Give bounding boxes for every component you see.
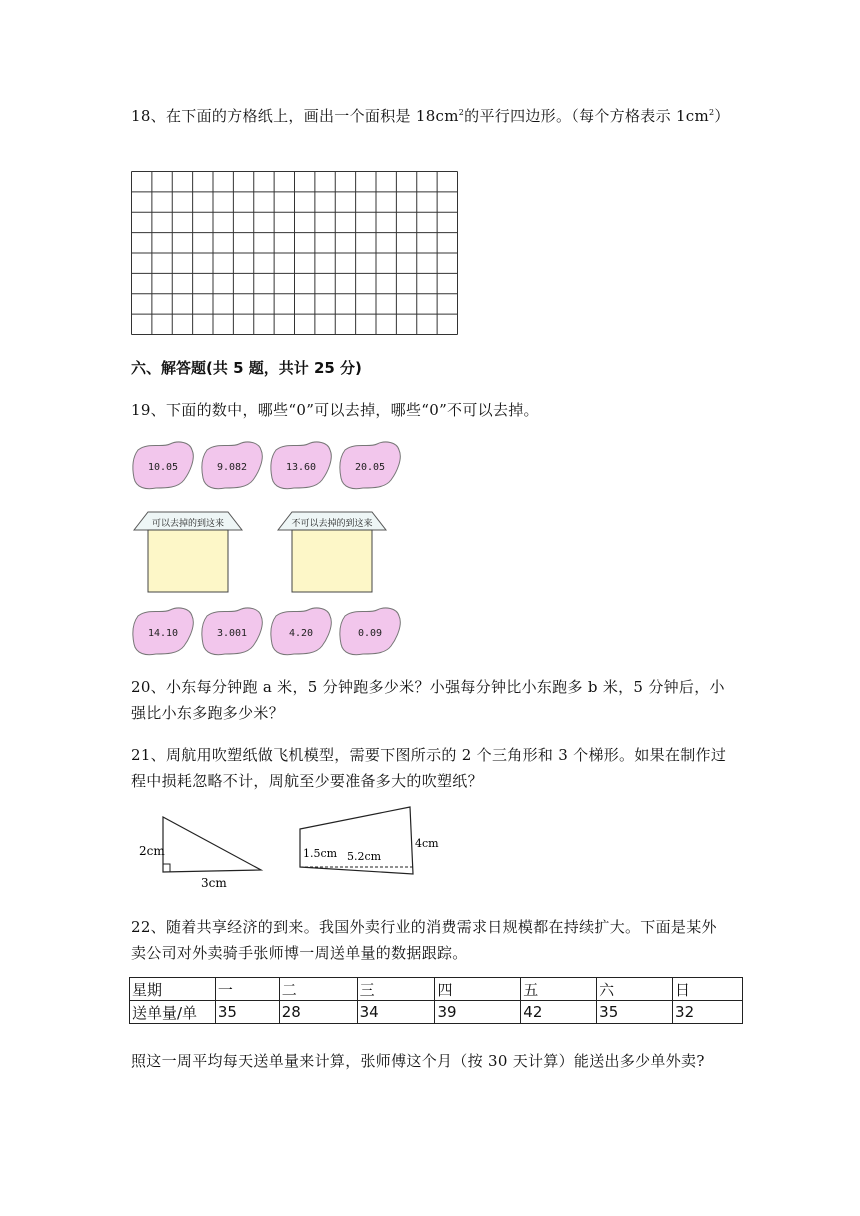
- house-left-label: 可以去掉的到这来: [151, 519, 225, 529]
- number-leaf[interactable]: [340, 442, 400, 489]
- table-cell: 三: [357, 978, 435, 1001]
- trapezoid: [300, 807, 439, 874]
- drop-box-left[interactable]: [148, 530, 228, 592]
- right-triangle: [139, 817, 261, 890]
- drop-box-right[interactable]: [292, 530, 372, 592]
- house-right-label: 不可以去掉的到这来: [291, 519, 373, 529]
- leaf-number: 0.09: [357, 628, 383, 639]
- leaf-number: 9.082: [216, 462, 248, 473]
- table-cell: 日: [673, 978, 743, 1001]
- q19-text: 19、下面的数中，哪些“0”可以去掉，哪些“0”不可以去掉。: [131, 401, 539, 419]
- number-leaf[interactable]: [133, 442, 193, 489]
- trap-left-label: 1.5cm: [303, 847, 338, 860]
- q21-figure: [135, 800, 445, 895]
- number-leaf[interactable]: [340, 608, 400, 655]
- tri-base-label: 3cm: [201, 876, 227, 890]
- tri-height-label: 2cm: [139, 844, 165, 858]
- trap-right-label: 4cm: [415, 837, 439, 850]
- number-leaf[interactable]: [271, 442, 331, 489]
- table-row: [130, 1001, 743, 1024]
- q22-question: 照这一周平均每天送单量来计算，张师傅这个月（按 30 天计算）能送出多少单外卖?: [131, 1052, 705, 1070]
- table-row: [130, 978, 743, 1001]
- q19-figure: [128, 438, 418, 668]
- table-cell: 35: [215, 1001, 279, 1024]
- house-right: [278, 512, 386, 592]
- house-left: [134, 512, 242, 592]
- q18-text: 18、在下面的方格纸上，画出一个面积是 $18cm^2$的平行四边形。（每个方格表示 $1cm^2$）: [131, 107, 730, 125]
- number-leaf[interactable]: [133, 608, 193, 655]
- number-leaf[interactable]: [202, 442, 262, 489]
- table-cell: 34: [357, 1001, 435, 1024]
- number-leaf[interactable]: [271, 608, 331, 655]
- number-leaf[interactable]: [202, 608, 262, 655]
- section-heading: 六、解答题(共 5 题，共计 25 分): [131, 359, 362, 377]
- table-cell: 一: [215, 978, 279, 1001]
- leaf-number: 10.05: [147, 462, 179, 473]
- delivery-table: [129, 977, 743, 1024]
- table-cell: 39: [435, 1001, 521, 1024]
- table-cell: 四: [435, 978, 521, 1001]
- leaf-number: 4.20: [288, 628, 314, 639]
- leaf-number: 3.001: [216, 628, 248, 639]
- q21-text: 21、周航用吹塑纸做飞机模型，需要下图所示的 2 个三角形和 3 个梯形。如果在制作过程中损耗忽略不计，周航至少要准备多大的吹塑纸？: [131, 746, 727, 790]
- table-cell: 32: [673, 1001, 743, 1024]
- table-cell: 35: [597, 1001, 673, 1024]
- square-grid[interactable]: [131, 171, 461, 336]
- table-cell: 二: [279, 978, 357, 1001]
- table-cell: 六: [597, 978, 673, 1001]
- table-cell: 28: [279, 1001, 357, 1024]
- q22-text: 22、随着共享经济的到来。我国外卖行业的消费需求日规模都在持续扩大。下面是某外卖公司对外卖骑手张师博一周送单量的数据跟踪。: [131, 918, 717, 962]
- table-cell: 送单量/单: [130, 1001, 216, 1024]
- table-cell: 42: [521, 1001, 597, 1024]
- leaf-number: 20.05: [354, 462, 386, 473]
- trap-height-label: 5.2cm: [347, 850, 382, 863]
- table-cell: 五: [521, 978, 597, 1001]
- leaf-number: 13.60: [285, 462, 317, 473]
- q20-text: 20、小东每分钟跑 a 米，5 分钟跑多少米？小强每分钟比小东跑多 b 米，5 分钟后，小强比小东多跑多少米？: [131, 678, 725, 722]
- table-cell: 星期: [130, 978, 216, 1001]
- leaf-number: 14.10: [147, 628, 179, 639]
